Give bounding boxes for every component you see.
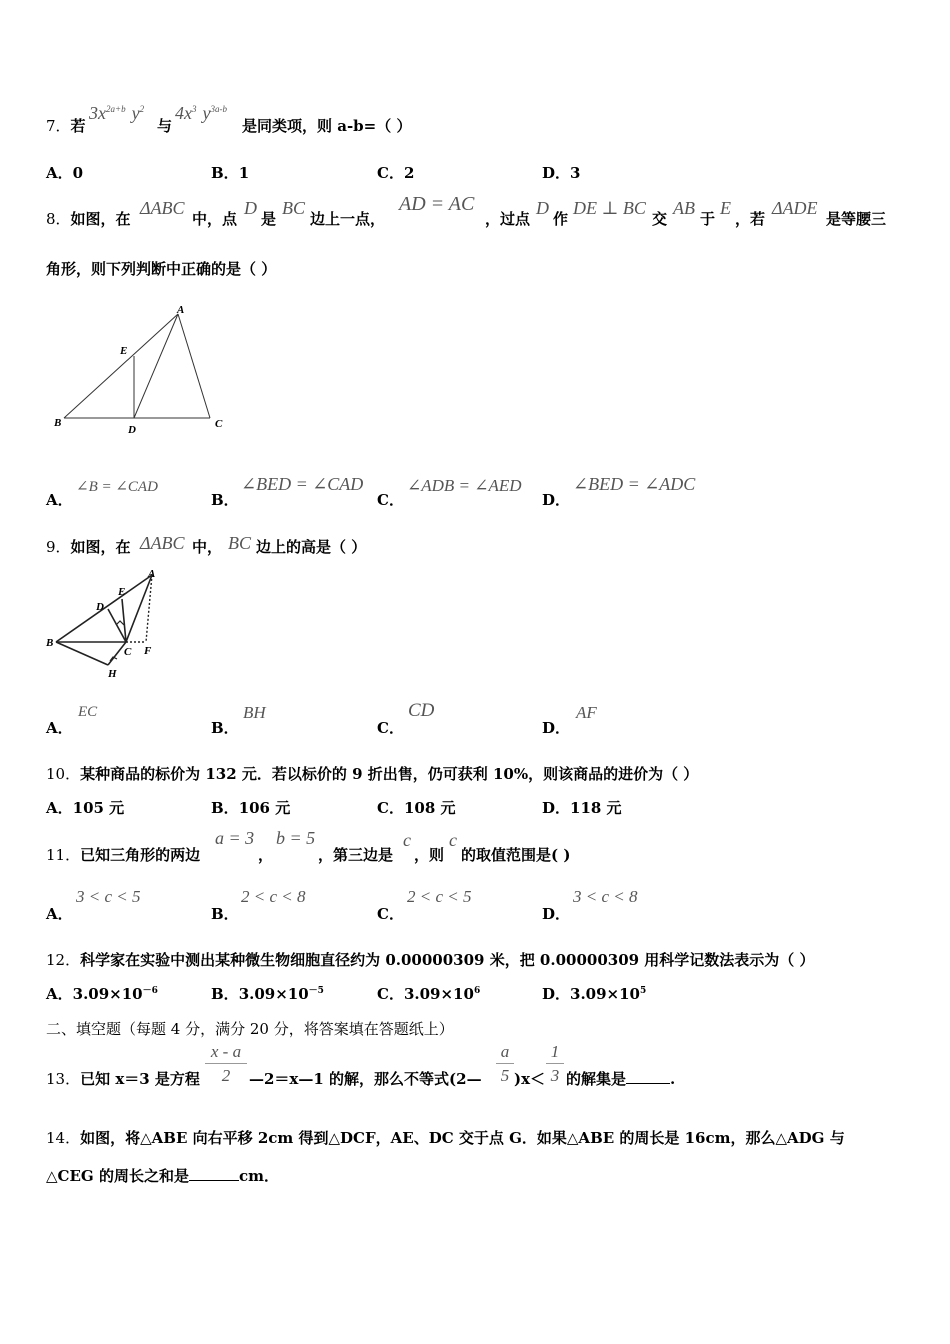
answer-blank[interactable] [189, 1166, 239, 1181]
option-b-math: ∠BED = ∠CAD [241, 474, 364, 494]
option-a-math: 3 < c < 5 [76, 887, 141, 906]
question-12: 12．科学家在实验中测出某种微生物细胞直径约为 0.00000309 米，把 0.00000309 用科学记数法表示为（ ） [46, 951, 815, 969]
question-text: 若 [70, 117, 86, 135]
option-a-math: ∠B = ∠CAD [76, 479, 158, 495]
math: AD = AC [399, 193, 475, 215]
line-ba [64, 314, 178, 418]
math: b = 5 [276, 828, 316, 848]
label-a: A [177, 304, 185, 316]
question-text: )x＜ [514, 1070, 546, 1088]
question-text: —2＝x—1 的解，那么不等式(2— [249, 1070, 482, 1088]
option-c-math: 2 < c < 5 [407, 887, 472, 906]
option-c[interactable]: C．2 [377, 164, 415, 182]
option-b[interactable]: B．1 [211, 164, 250, 182]
question-text: 交 [652, 210, 668, 228]
math: ΔABC [140, 533, 185, 553]
label-a: A [148, 568, 156, 580]
question-text: 于 [700, 210, 716, 228]
option-a[interactable]: A． [46, 905, 73, 923]
option-c-math: CD [408, 700, 435, 721]
question-text: ，若 [735, 210, 766, 228]
line-ca [126, 575, 152, 642]
option-a[interactable]: A．105 元 [46, 799, 125, 817]
option-c[interactable]: C． [377, 719, 404, 737]
math: BC [228, 533, 252, 553]
option-b-math: 2 < c < 8 [241, 887, 306, 906]
label-e: E [118, 586, 126, 598]
label-c: C [215, 418, 223, 430]
label-f: F [144, 645, 152, 657]
line-af [146, 575, 152, 642]
option-d-math: ∠BED = ∠ADC [573, 474, 696, 494]
math: E [720, 198, 731, 218]
question-text: 角形，则下列判断中正确的是（ ） [46, 260, 277, 278]
option-a-math: EC [78, 704, 98, 720]
question-13: 13．已知 x＝3 是方程 [46, 1070, 200, 1088]
label-e: E [120, 345, 128, 357]
question-10: 10．某种商品的标价为 132 元．若以标价的 9 折出售，仍可获利 10%，则该商品的进价为（ ） [46, 765, 699, 783]
fraction-3: 1 3 [546, 1041, 564, 1088]
math: AB [673, 198, 695, 218]
line-da [134, 314, 178, 418]
line-bh [56, 642, 108, 665]
question-text: 中， [192, 538, 223, 556]
option-b[interactable]: B．106 元 [211, 799, 291, 817]
option-b[interactable]: B． [211, 719, 239, 737]
line-ac [178, 314, 210, 418]
label-c: C [124, 646, 132, 658]
question-number: 7． [46, 117, 71, 135]
math: ΔADE [772, 198, 818, 218]
question-text: 的解集是 . [566, 1070, 676, 1088]
math: c [403, 830, 411, 850]
option-a[interactable]: A．0 [46, 164, 84, 182]
question-text: 边上的高是（ ） [256, 538, 367, 556]
math: ΔABC [140, 198, 185, 218]
question-text: 是等腰三 [826, 210, 887, 228]
option-b[interactable]: B． [211, 491, 239, 509]
section-heading: 二、填空题（每题 4 分，满分 20 分，将答案填在答题纸上） [46, 1020, 454, 1038]
triangle-figure-q9 [40, 565, 170, 685]
question-text: 是 [261, 210, 277, 228]
math: a = 3 [215, 828, 255, 848]
option-c[interactable]: C．108 元 [377, 799, 456, 817]
question-text: 作 [553, 210, 569, 228]
option-d-math: 3 < c < 8 [573, 887, 638, 906]
option-b[interactable]: B． [211, 905, 239, 923]
line-ba [56, 575, 152, 642]
question-text: ，则 [414, 846, 445, 864]
option-d[interactable]: D．118 元 [542, 799, 622, 817]
label-d: D [128, 424, 136, 436]
fraction-2: a 5 [496, 1041, 514, 1088]
question-text: ， [258, 846, 274, 864]
math: D [244, 198, 257, 218]
label-b: B [54, 417, 62, 429]
option-d-math: AF [576, 703, 597, 722]
triangle-figure-q8 [50, 300, 235, 440]
answer-blank[interactable] [626, 1069, 670, 1084]
question-text: ，第三边是 [318, 846, 394, 864]
option-d[interactable]: D． [542, 491, 571, 509]
question-9: 9．如图，在 [46, 538, 131, 556]
math: D [536, 198, 549, 218]
label-d: D [96, 601, 104, 613]
option-d[interactable]: D． [542, 719, 571, 737]
math: DE ⊥ BC [573, 198, 646, 218]
question-text: 是同类项，则 a-b=（ ） [242, 117, 412, 135]
question-8: 8．如图，在 [46, 210, 131, 228]
option-d[interactable]: D． [542, 905, 571, 923]
option-d[interactable]: D．3 [542, 164, 581, 182]
option-c[interactable]: C． [377, 491, 404, 509]
option-c[interactable]: C． [377, 905, 404, 923]
question-text: △CEG 的周长之和是 cm． [46, 1167, 279, 1185]
question-text: 边上一点， [310, 210, 386, 228]
option-c-math: ∠ADB = ∠AED [407, 476, 522, 495]
label-h: H [108, 668, 117, 680]
option-d[interactable]: D．$3.09\times 10^5$ [542, 985, 647, 1003]
option-a[interactable]: A．$3.09\times 10^{-6}$ [46, 985, 158, 1003]
option-a[interactable]: A． [46, 491, 73, 509]
label-b: B [46, 637, 54, 649]
question-text: 中，点 [192, 210, 238, 228]
math: c [449, 830, 457, 850]
option-b[interactable]: B．$3.09\times 10^{-5}$ [211, 985, 324, 1003]
math-term-2: $4x^3$ $y^{3a-b}$ [175, 103, 227, 123]
option-a[interactable]: A． [46, 719, 73, 737]
question-11: 11．已知三角形的两边 [46, 846, 201, 864]
fraction-1: x - a 2 [205, 1041, 247, 1088]
math: BC [282, 198, 306, 218]
question-text: 的取值范围是( ) [461, 846, 571, 864]
math-term-1: $3x^{2a+b}$ $y^2$ [89, 103, 145, 123]
option-b-math: BH [243, 703, 266, 722]
question-14: 14．如图，将△ABE 向右平移 2cm 得到△DCF，AE、DC 交于点 G．如果△ABE 的周长是 16cm，那么△ADG 与 [46, 1129, 845, 1147]
question-text: 与 [157, 117, 173, 135]
question-text: ，过点 [485, 210, 531, 228]
question-7 [46, 115, 86, 136]
option-c[interactable]: C．$3.09\times 10^6$ [377, 985, 481, 1003]
